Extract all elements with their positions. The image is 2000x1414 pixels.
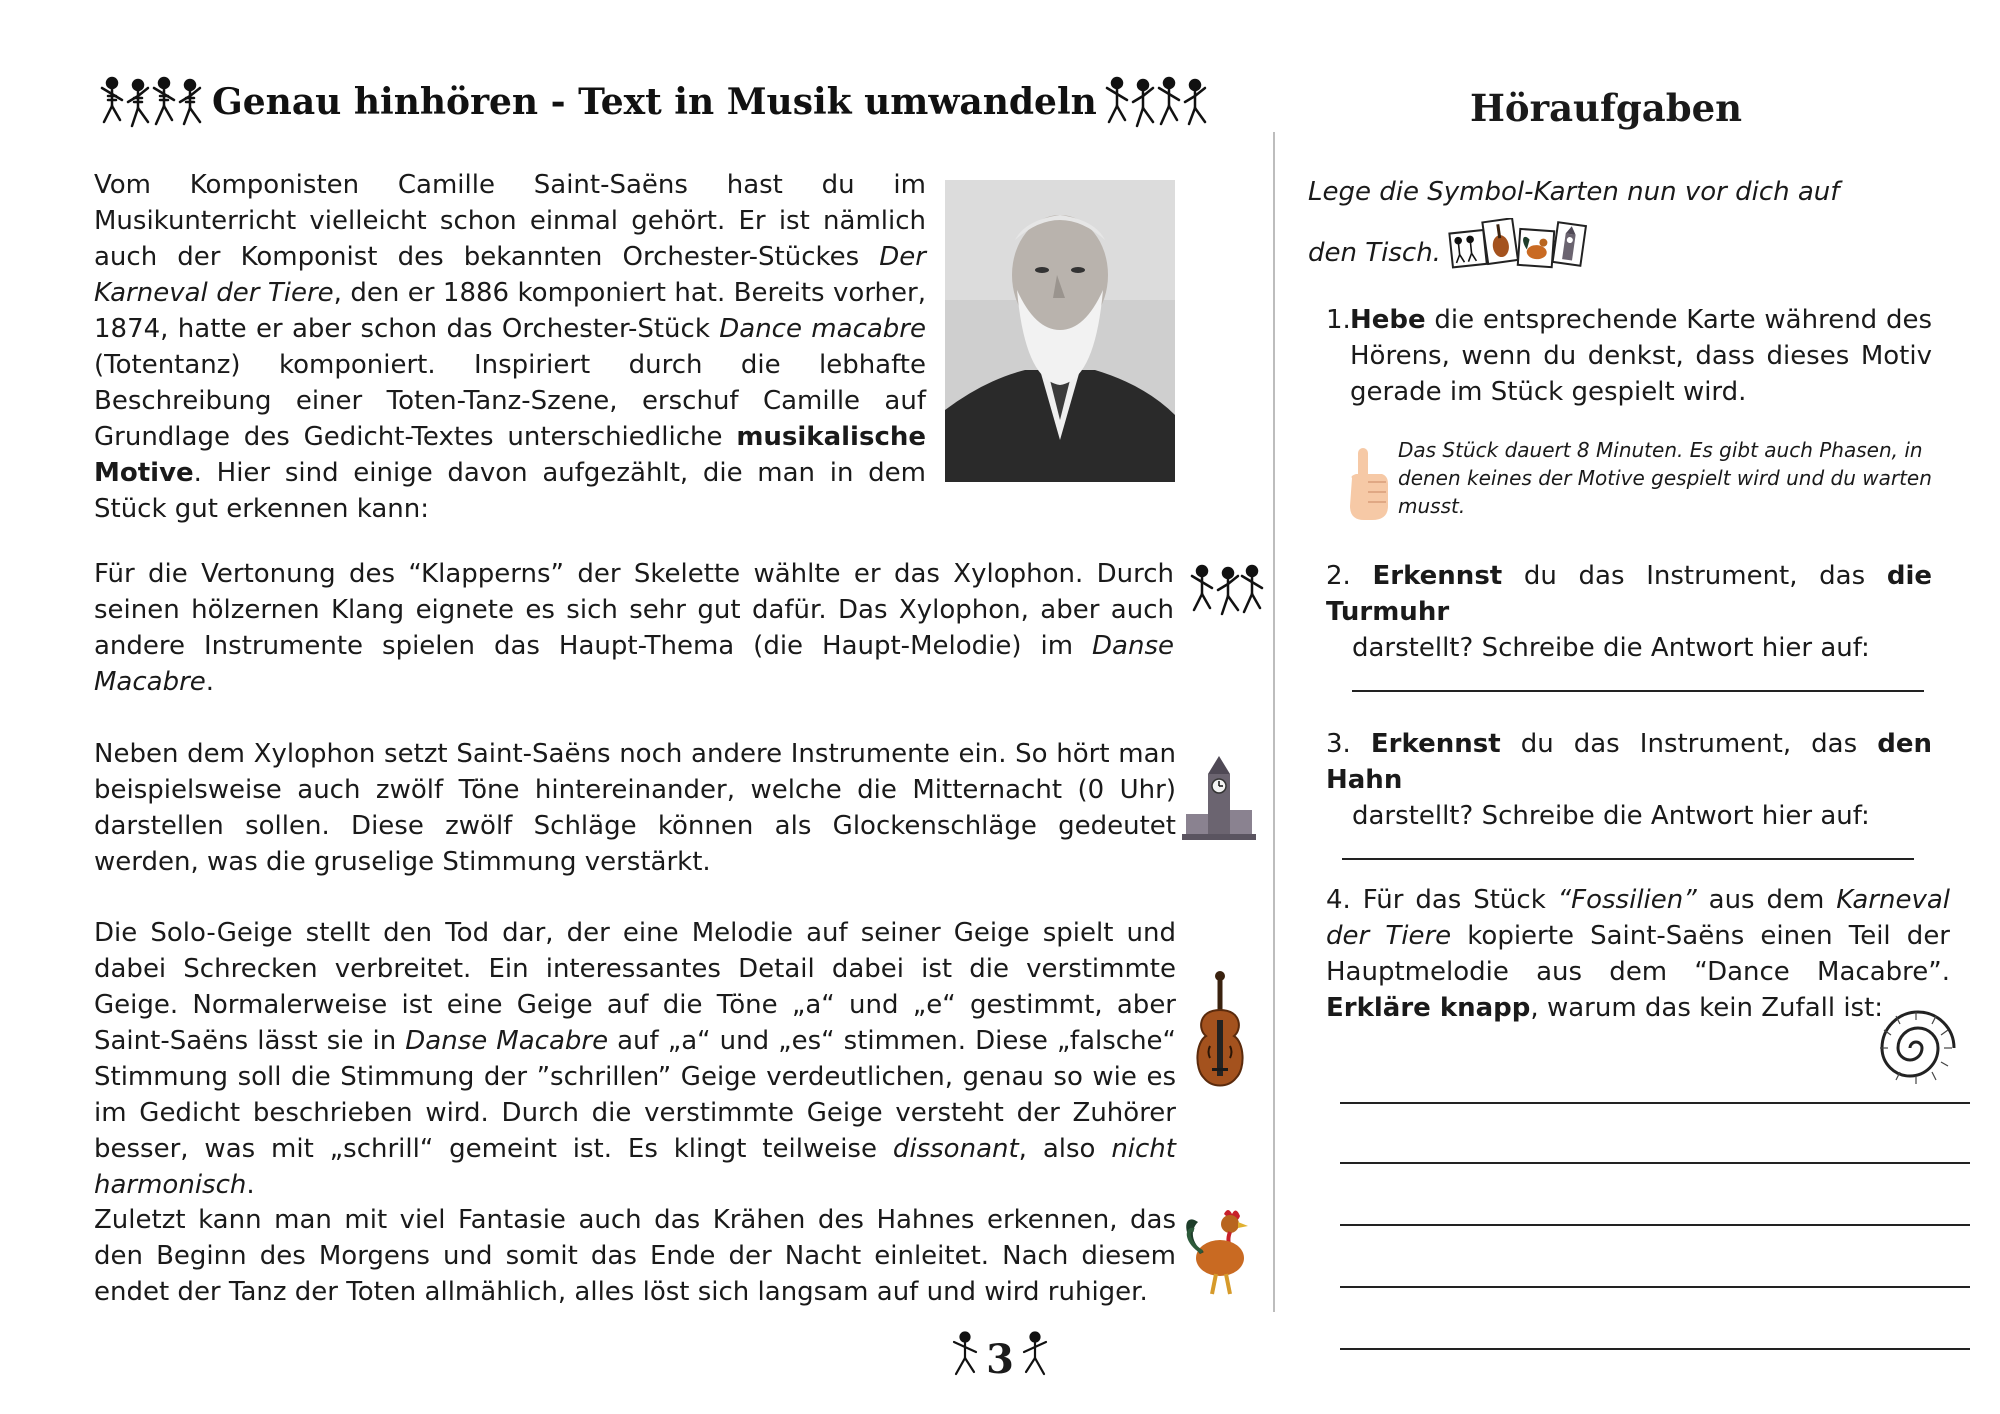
- page-number: [940, 1330, 1060, 1388]
- answer-line-task-4-1[interactable]: [1340, 1102, 1970, 1104]
- composer-portrait: [945, 180, 1175, 482]
- paragraph-glocke: Neben dem Xylophon setzt Saint-Saëns noch andere Instrumente ein. So hört man beispielsweise auch zwölf Töne hintereinander, welche die Mitternacht (0 Uhr) darstellen sollen. Diese zwölf Schläge können als Glockenschläge gedeutet werden, was die gruselige Stimmung verstärkt.: [94, 739, 1176, 877]
- task-4: 4. Für das Stück “Fossilien” aus dem Karneval der Tiere kopierte Saint-Saëns einen Teil der Hauptmelodie aus dem “Dance Macabre”. Erkläre knapp, warum das kein Zufall ist:: [1326, 885, 1951, 1023]
- dancing-skeletons-icon: [100, 74, 204, 130]
- answer-line-task-2[interactable]: [1352, 690, 1924, 692]
- duration-note: Das Stück dauert 8 Minuten. Es gibt auch Phasen, in denen keines der Motive gespielt wird und du warten musst.: [1398, 438, 1932, 518]
- intro-paragraph: Vom Komponisten Camille Saint-Saëns hast du im Musikunterricht vielleicht schon einmal gehört. Er ist nämlich auch der Komponist des bekannten Orchester-Stückes Der Karneval der Tiere, den er 1886 komponiert hat. Bereits vorher, 1874, hatte er aber schon das Orchester-Stück Dance macabre (Totentanz) komponiert. Inspiriert durch die lebhafte Beschreibung einer Toten-Tanz-Szene, erschuf Camille auf Grundlage des Gedicht-Textes unterschiedliche musikalische Motive. Hier sind einige davon aufgezählt, die man in dem Stück gut erkennen kann:: [94, 170, 926, 524]
- answer-line-task-3[interactable]: [1342, 858, 1914, 860]
- task-3: 3. Erkennst du das Instrument, das den Hahn darstellt? Schreibe die Antwort hier auf:: [1326, 729, 1932, 831]
- dancing-skeletons-icon: [1105, 74, 1209, 130]
- task-1: 1. Hebe die entsprechende Karte während des Hörens, wenn du denkst, dass dieses Motiv gerade im Stück gespielt wird.: [1326, 305, 1932, 407]
- violin-icon: [1190, 970, 1250, 1098]
- rooster-icon: [1180, 1202, 1260, 1302]
- answer-line-task-4-5[interactable]: [1340, 1348, 1970, 1350]
- task-intro: Lege die Symbol-Karten nun vor dich auf den Tisch.: [1308, 166, 1928, 288]
- title-text: Genau hinhören - Text in Musik umwandeln: [212, 81, 1097, 123]
- paragraph-geige: Die Solo-Geige stellt den Tod dar, der eine Melodie auf seiner Geige spielt und dabei Schrecken verbreitet. Ein interessantes Detail dabei ist die verstimmte Geige. Normalerweise ist eine Geige auf die Töne „a“ und „e“ gestimmt, aber Saint-Saëns lässt sie in Danse Macabre auf „a“ und „es“ stimmen. Diese „falsche“ Stimmung soll die Stimmung der ”schrillen” Geige verdeutlichen, genau so wie es im Gedicht beschrieben wird. Durch die verstimmte Geige versteht der Zuhörer besser, was mit „schrill“ gemeint ist. Es klingt teilweise dissonant, also nicht harmonisch.: [94, 918, 1177, 1200]
- section-title-hoeraufgaben: Höraufgaben: [1469, 86, 1743, 130]
- skeleton-icon: [1020, 1330, 1050, 1388]
- task-2: 2. Erkennst du das Instrument, das die Turmuhr darstellt? Schreibe die Antwort hier auf:: [1326, 561, 1932, 663]
- pointing-hand-icon: [1342, 446, 1394, 526]
- skeletons-icon: [1190, 562, 1266, 622]
- column-divider: [1273, 132, 1275, 1312]
- page-title: [100, 72, 1209, 132]
- clock-tower-icon: [1182, 752, 1256, 848]
- skeleton-icon: [950, 1330, 980, 1388]
- answer-line-task-4-2[interactable]: [1340, 1162, 1970, 1164]
- page-number-text: 3: [986, 1335, 1014, 1383]
- answer-line-task-4-4[interactable]: [1340, 1286, 1970, 1288]
- paragraph-hahn: Zuletzt kann man mit viel Fantasie auch das Krähen des Hahnes erkennen, das den Beginn des Morgens und somit das Ende der Nacht einleitet. Nach diesem endet der Tanz der Toten allmählich, alles löst sich langsam auf und wird ruhiger.: [94, 1205, 1176, 1307]
- ammonite-fossil-icon: [1866, 1000, 1966, 1100]
- answer-line-task-4-3[interactable]: [1340, 1224, 1970, 1226]
- paragraph-xylophon: Für die Vertonung des “Klapperns” der Skelette wählte er das Xylophon. Durch seinen hölzernen Klang eignete es sich sehr gut dafür. Das Xylophon, aber auch andere Instrumente spielen das Haupt-Thema (die Haupt-Melodie) im Danse Macabre.: [94, 559, 1174, 697]
- symbol-cards-icon: [1445, 218, 1589, 288]
